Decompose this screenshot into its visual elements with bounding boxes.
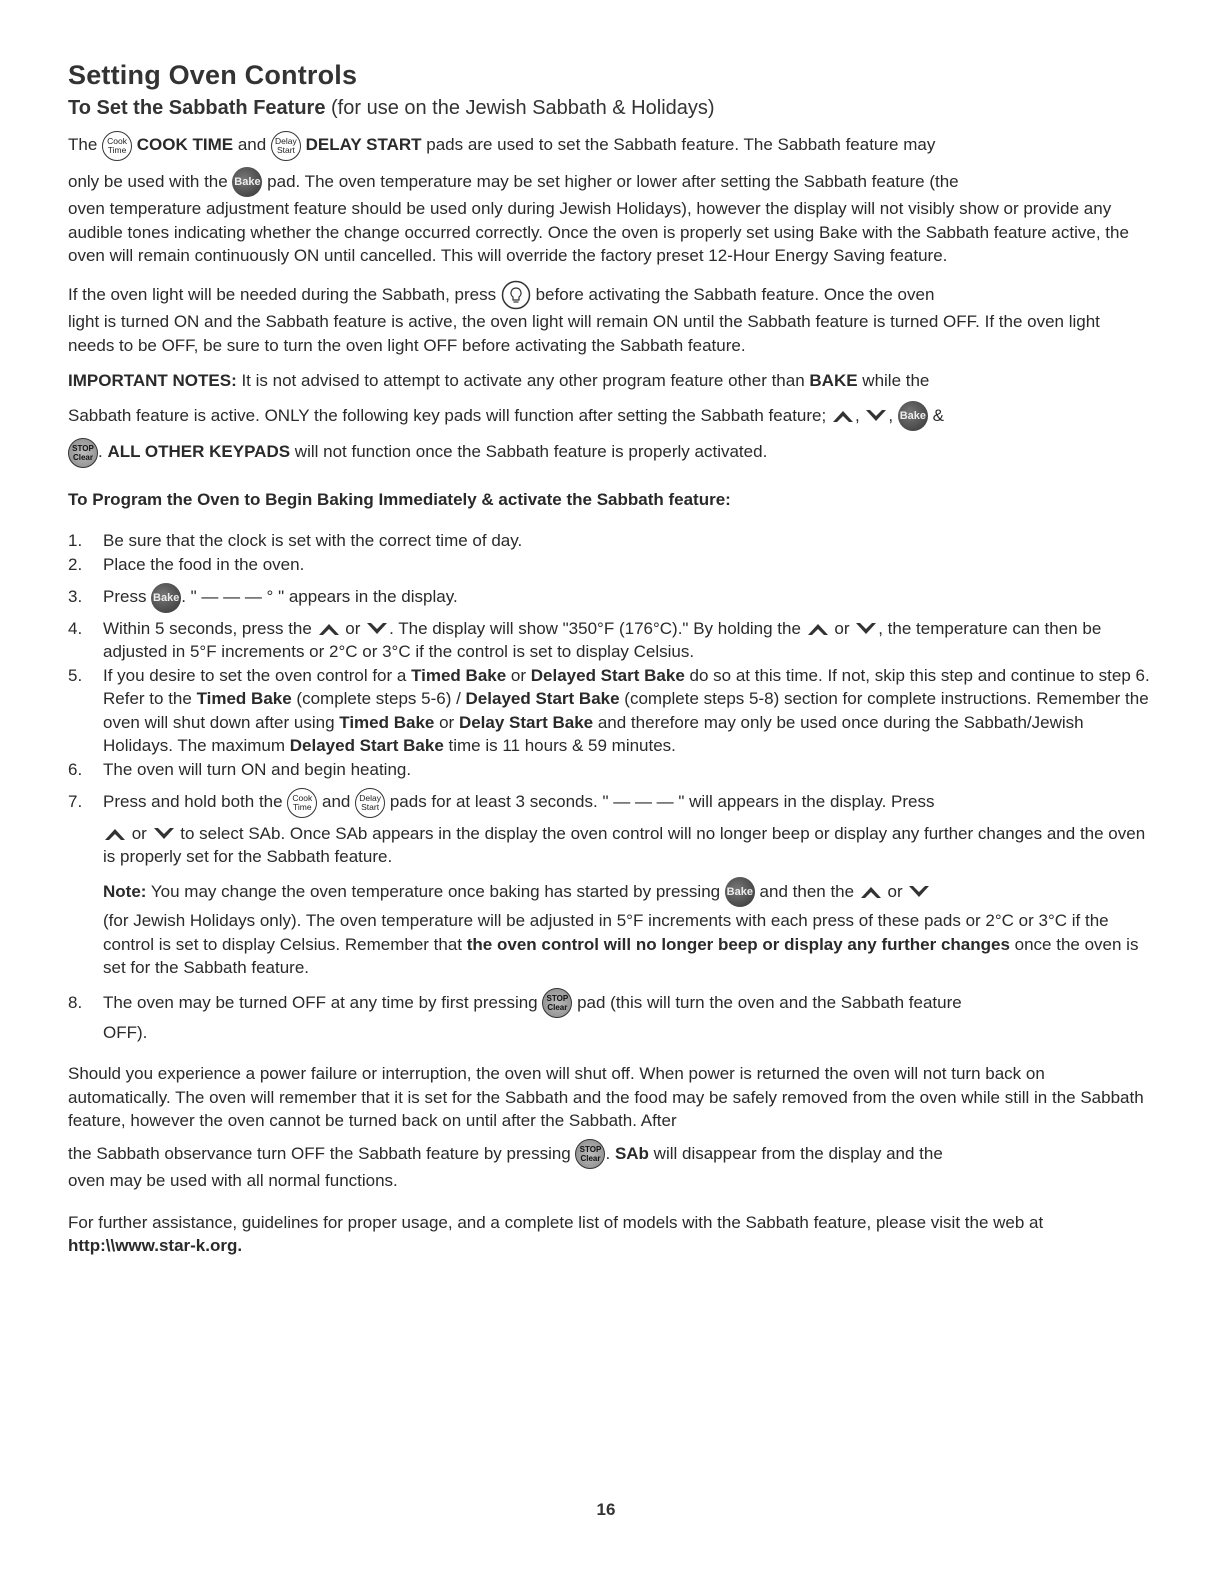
power-line-3: oven may be used with all normal functions. (68, 1171, 398, 1191)
stop-clear-pad-icon: STOP Clear (68, 438, 98, 468)
step-4: 4. Within 5 seconds, press the or . The display will show "350°F (176°C)." By holding the or , the temperature can then be adjusted in 5°F increments or 2°C or 3°C if the control is set to display Celsius. (68, 618, 1102, 662)
step-7-continued: or to select SAb. Once SAb appears in the display the oven control will no longer beep or display any further changes and the oven is properly set for the Sabbath feature. (103, 823, 1146, 867)
note-paragraph: (for Jewish Holidays only). The oven temperature will be adjusted in 5°F increments with each press of these pads or 2°C or 3°C if the control is set to display Celsius. Remember that the oven control will no longer beep or display any further changes once the oven is set for the Sabbath feature. (103, 911, 1139, 978)
up-arrow-pad-icon (103, 826, 127, 842)
important-line-2: Sabbath feature is active. ONLY the following key pads will function after setting the Sabbath feature; , , Bake & (68, 401, 1150, 432)
intro-line-2: only be used with the Bake pad. The oven temperature may be set higher or lower after setting the Sabbath feature (the (68, 167, 1150, 198)
cook-time-pad-icon: Cook Time (102, 131, 132, 161)
down-arrow-pad-icon (365, 621, 389, 637)
oven-light-pad-icon (501, 280, 531, 310)
step-1: 1. Be sure that the clock is set with the correct time of day. (68, 531, 523, 551)
further-paragraph: For further assistance, guidelines for proper usage, and a complete list of models with the Sabbath feature, please visit the web at http:\\www.star-k.org. (68, 1212, 1044, 1256)
bake-pad-icon: Bake (151, 583, 181, 613)
up-arrow-pad-icon (859, 884, 883, 900)
step-6: 6. The oven will turn ON and begin heating. (68, 759, 412, 779)
stop-clear-pad-icon: STOP Clear (575, 1139, 605, 1169)
program-heading: To Program the Oven to Begin Baking Immediately & activate the Sabbath feature: (68, 489, 731, 509)
power-line-2: the Sabbath observance turn OFF the Sabbath feature by pressing STOP Clear . SAb will disappear from the display and the (68, 1139, 1150, 1170)
steps-list (68, 529, 1150, 869)
down-arrow-pad-icon (907, 884, 931, 900)
down-arrow-pad-icon (152, 826, 176, 842)
power-paragraph: Should you experience a power failure or interruption, the oven will shut off. When power is returned the oven will not turn back on automatically. The oven will remember that it is set for the Sabbath and the food may be safely removed from the oven while still in the Sabbath feature, however the oven cannot be turned back on until after the Sabbath. After (68, 1064, 1144, 1131)
stop-clear-pad-icon: STOP Clear (542, 988, 572, 1018)
intro-line-1: The Cook Time COOK TIME and Delay Start DELAY START pads are used to set the Sabbath feature. The Sabbath feature may (68, 130, 1150, 161)
star-k-link[interactable]: http:\\www.star-k.org. (68, 1236, 243, 1256)
page-title: Setting Oven Controls (68, 60, 358, 90)
important-line-1: IMPORTANT NOTES: It is not advised to attempt to activate any other program feature other than BAKE while the (68, 371, 930, 391)
step-3: 3. Press Bake . " — — — ° " appears in the display. (68, 582, 1150, 613)
up-arrow-pad-icon (317, 621, 341, 637)
delay-start-pad-icon: Delay Start (271, 131, 301, 161)
manual-page (68, 60, 1150, 1258)
down-arrow-pad-icon (854, 621, 878, 637)
up-arrow-pad-icon (831, 408, 855, 424)
down-arrow-pad-icon (864, 408, 888, 424)
intro-paragraph: oven temperature adjustment feature should be used only during Jewish Holidays), however the display will not visibly show or provide any audible tones indicating whether the change occurred correctly. Once the oven is properly set using Bake with the Sabbath feature active, the oven will remain continuously ON until cancelled. This will override the factory preset 12-Hour Energy Saving feature. (68, 199, 1129, 266)
bake-pad-icon: Bake (898, 401, 928, 431)
delay-start-pad-icon: Delay Start (355, 788, 385, 818)
important-line-3: STOP Clear . ALL OTHER KEYPADS will not function once the Sabbath feature is properly activated. (68, 437, 1150, 468)
bake-pad-icon: Bake (232, 167, 262, 197)
step-2: 2. Place the food in the oven. (68, 554, 305, 574)
up-arrow-pad-icon (806, 621, 830, 637)
step-5: 5. If you desire to set the oven control for a Timed Bake or Delayed Start Bake do so at this time. If not, skip this step and continue to step 6. Refer to the Timed Bake (complete steps 5-6) / Delayed Start Bake (complete steps 5-8) section for complete instructions. Remember the oven will shut down after using Timed Bake or Delay Start Bake and therefore may only be used once during the Sabbath/Jewish Holidays. The maximum Delayed Start Bake time is 11 hours & 59 minutes. (68, 665, 1150, 756)
steps-list-cont (68, 988, 1150, 1049)
step-8: 8. The oven may be turned OFF at any time by first pressing STOP Clear pad (this will turn the oven and the Sabbath feature OFF). (68, 988, 1150, 1049)
note-line-1: Note: You may change the oven temperature once baking has started by pressing Bake and then the or (68, 877, 1150, 908)
light-paragraph: light is turned ON and the Sabbath feature is active, the oven light will remain ON until the Sabbath feature is turned OFF. If the oven light needs to be OFF, be sure to turn the oven light OFF before activating the Sabbath feature. (68, 312, 1100, 355)
light-line-1: If the oven light will be needed during the Sabbath, press before activating the Sabbath feature. Once the oven (68, 280, 1150, 311)
bake-pad-icon: Bake (725, 877, 755, 907)
page-number: 16 (596, 1500, 616, 1519)
step-7: 7. Press and hold both the Cook Time and Delay Start pads for at least 3 seconds. " — — — " will appears in the display. Press (68, 787, 1150, 818)
section-subtitle: To Set the Sabbath Feature (for use on the Jewish Sabbath & Holidays) (68, 97, 715, 119)
cook-time-pad-icon: Cook Time (287, 788, 317, 818)
